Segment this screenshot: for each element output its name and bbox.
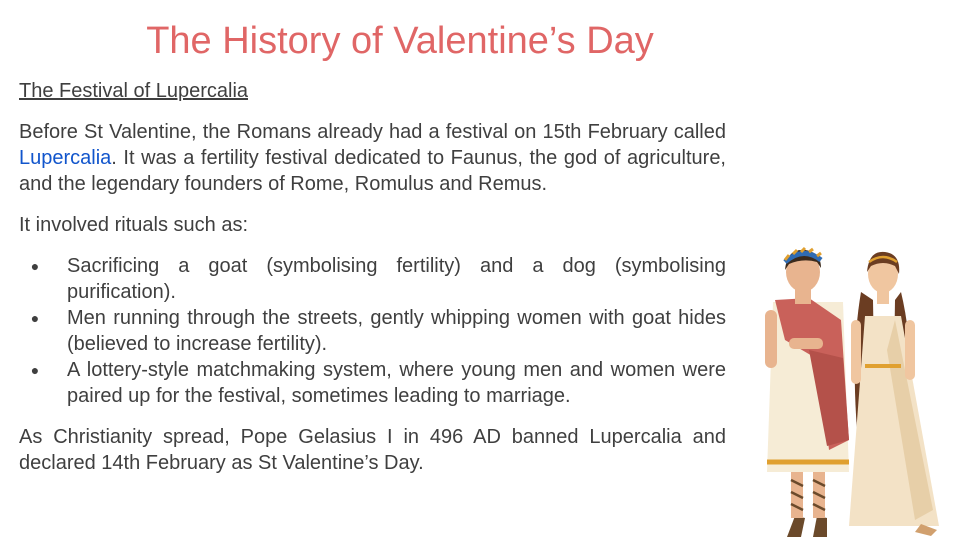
rituals-intro: It involved rituals such as: — [19, 214, 248, 236]
bullet-icon: ● — [30, 362, 40, 378]
slide-body — [19, 78, 726, 491]
roman-woman-figure — [849, 252, 939, 536]
section-subheading: The Festival of Lupercalia — [19, 80, 249, 102]
roman-man-figure — [765, 248, 849, 537]
list-item-text: A lottery-style matchmaking system, where young men and women were paired up for the festival, sometimes leading to marriage. — [67, 359, 726, 407]
list-item — [19, 305, 726, 357]
roman-couple-illustration — [745, 240, 960, 540]
intro-paragraph — [19, 119, 726, 197]
list-item-text: Men running through the streets, gently whipping women with goat hides (believed to increase fertility). — [67, 307, 726, 355]
list-item — [19, 253, 726, 305]
list-item-text: Sacrificing a goat (symbolising fertility) and a dog (symbolising purification). — [67, 255, 726, 303]
slide-title: The History of Valentine’s Day — [146, 20, 654, 62]
bullet-icon: ● — [30, 258, 40, 274]
intro-text-after-link: . It was a fertility festival dedicated to Faunus, the god of agriculture, and the legendary founders of Rome, Romulus and Remus. — [19, 147, 726, 195]
conclusion-paragraph: As Christianity spread, Pope Gelasius I in 496 AD banned Lupercalia and declared 14th February as St Valentine’s Day. — [19, 426, 726, 474]
lupercalia-link[interactable]: Lupercalia — [19, 147, 112, 169]
intro-text-before-link: Before St Valentine, the Romans already had a festival on 15th February called — [19, 121, 726, 143]
bullet-icon: ● — [30, 310, 40, 326]
list-item — [19, 357, 726, 409]
rituals-list — [19, 253, 726, 409]
